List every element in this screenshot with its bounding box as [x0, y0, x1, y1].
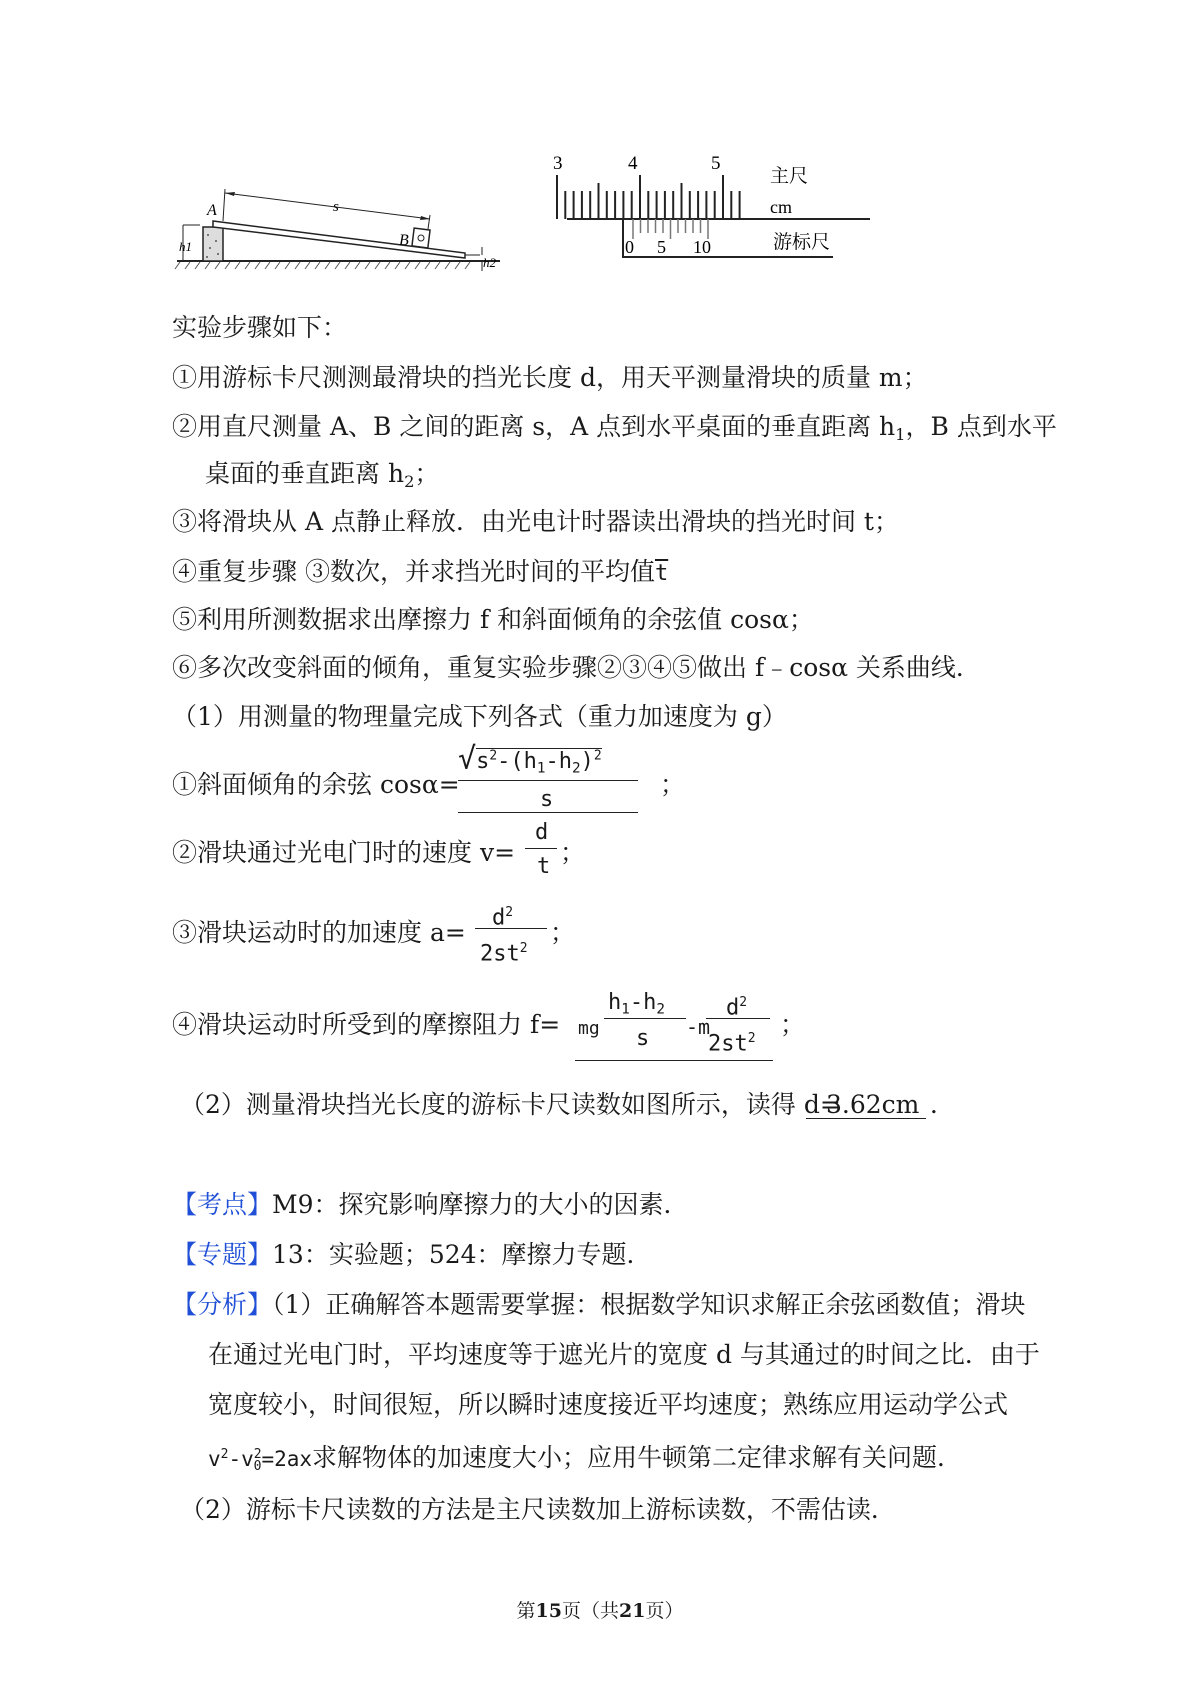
q1-a-denominator: s	[540, 787, 554, 812]
q1-c-numerator: $d^2$	[492, 905, 514, 931]
q1-d-mg: mg	[578, 1018, 600, 1039]
kaodian-line: 【考点】M9：探究影响摩擦力的大小的因素．	[172, 1190, 689, 1219]
vernier-tick-10: 10	[693, 237, 711, 257]
q1-a-suffix: ；	[660, 770, 686, 799]
unit-label: cm	[770, 197, 792, 217]
label-h1: h1	[179, 239, 192, 254]
q2-suffix: ．	[930, 1090, 956, 1119]
incline-figure	[175, 185, 505, 275]
caliper-figure	[553, 153, 885, 290]
fenxi-last: （2）游标卡尺读数的方法是主尺读数加上游标读数，不需估读．	[180, 1495, 896, 1524]
q1-d-denominator-1: s	[636, 1026, 650, 1051]
kaodian-tag: 【考点】	[172, 1190, 273, 1219]
q1-c-suffix: ；	[550, 918, 576, 947]
main-tick-3: 3	[553, 153, 563, 174]
label-s: s	[333, 199, 339, 215]
q1-b-suffix: ；	[560, 838, 586, 867]
steps-title: 实验步骤如下：	[172, 313, 348, 342]
step-3: ③将滑块从 A 点静止释放．由光电计时器读出滑块的挡光时间 t；	[172, 507, 899, 536]
label-a: A	[207, 202, 217, 219]
q1-a-numerator: $√s^2-(h_1-h_2)^2$	[458, 741, 602, 777]
step-1: ①用游标卡尺测测最滑块的挡光长度 d，用天平测量滑块的质量 m；	[172, 363, 928, 392]
q1-d-prefix: ④滑块运动时所受到的摩擦阻力 f=	[172, 1010, 561, 1039]
step-2: ②用直尺测量 A、B 之间的距离 s，A 点到水平桌面的垂直距离 $h_1$，B 点到水平	[172, 412, 1057, 444]
q2-answer: 3.62cm	[826, 1090, 920, 1119]
step-4: ④重复步骤 ③数次，并求挡光时间的平均值$\overline{t}$	[172, 557, 669, 586]
q1-d-denominator-2: $2st^2$	[708, 1031, 756, 1057]
kinematics-formula: $v^2-v^2_0=2ax$	[208, 1447, 313, 1474]
fenxi-line-3: 宽度较小，时间很短，所以瞬时速度接近平均速度；熟练应用运动学公式	[208, 1390, 1009, 1419]
q1-d-suffix: ；	[780, 1010, 806, 1039]
vernier-scale-label: 游标尺	[773, 232, 831, 253]
label-b: B	[399, 232, 409, 249]
zhuanti-line: 【专题】13：实验题；524：摩擦力专题．	[172, 1240, 652, 1269]
q1-d-minus-m: -m	[686, 1015, 711, 1039]
main-tick-4: 4	[628, 153, 638, 174]
q1-title: （1）用测量的物理量完成下列各式（重力加速度为 g）	[172, 702, 787, 731]
q2-prefix: （2）测量滑块挡光长度的游标卡尺读数如图所示，读得 d=	[180, 1090, 841, 1119]
q1-d-numerator-2: $d^2$	[726, 995, 748, 1021]
step-5: ⑤利用所测数据求出摩擦力 f 和斜面倾角的余弦值 cosα；	[172, 605, 814, 634]
q1-b-denominator: t	[537, 854, 551, 879]
fenxi-line-2: 在通过光电门时，平均速度等于遮光片的宽度 d 与其通过的时间之比．由于	[208, 1340, 1040, 1369]
main-tick-5: 5	[711, 153, 721, 174]
q1-b-numerator: d	[535, 820, 549, 845]
fenxi-line-4: $v^2-v^2_0=2ax$求解物体的加速度大小；应用牛顿第二定律求解有关问题．	[208, 1443, 963, 1474]
vernier-tick-0: 0	[625, 237, 634, 257]
main-scale-label: 主尺	[770, 166, 809, 187]
step-2-cont: 桌面的垂直距离 $h_2$；	[205, 459, 440, 491]
fenxi-tag: 【分析】	[172, 1290, 273, 1319]
fenxi-line-1: 【分析】（1）正确解答本题需要掌握：根据数学知识求解正余弦函数值；滑块	[172, 1290, 1026, 1319]
q1-a-prefix: ①斜面倾角的余弦 cosα=	[172, 770, 460, 799]
q1-c-denominator: $2st^2$	[480, 941, 528, 967]
vernier-tick-5: 5	[657, 237, 666, 257]
q1-b-prefix: ②滑块通过光电门时的速度 v=	[172, 838, 516, 867]
zhuanti-tag: 【专题】	[172, 1240, 273, 1269]
step-6: ⑥多次改变斜面的倾角，重复实验步骤②③④⑤做出 f﹣cosα 关系曲线．	[172, 653, 981, 682]
q1-c-prefix: ③滑块运动时的加速度 a=	[172, 918, 466, 947]
page-footer: 第15页（共21页）	[516, 1600, 684, 1622]
q1-d-numerator-1: $h_1-h_2$	[608, 990, 665, 1018]
label-h2: h2	[483, 255, 496, 270]
